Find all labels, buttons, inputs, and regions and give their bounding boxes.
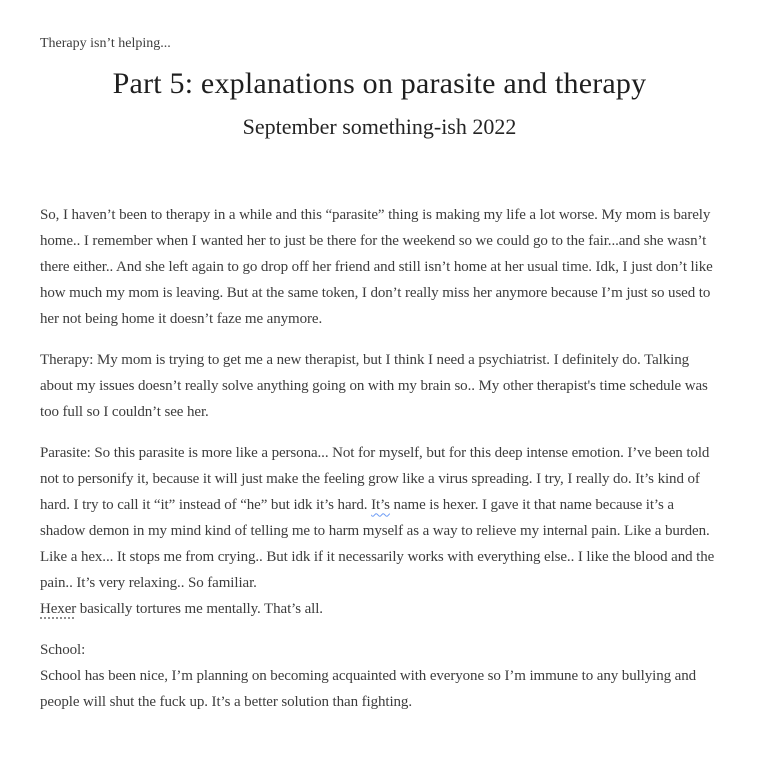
paragraph-parasite <box>40 440 719 622</box>
paragraph-therapy: Therapy: My mom is trying to get me a new therapist, but I think I need a psychiatrist. I definitely do. Talking about my issues doesn’t really solve anything going on with my brain so.. My other therapist's time schedule was too full so I couldn’t see her. <box>40 352 708 421</box>
parasite-text-before: Parasite: So this parasite is more like a persona... Not for myself, but for this deep intense emotion. I’ve been told not to personify it, because it will just make the feeling grow like a virus spreading. I try, I really do. It’s kind of hard. I try to call it “it” instead of “he” but idk it’s hard. <box>40 445 710 514</box>
parasite-text-after: name is hexer. I gave it that name because it’s a shadow demon in my mind kind of telling me to harm myself as a way to relieve my internal pain. Like a burden. Like a hex... It stops me from crying.. But idk if it necessarily works with everything else.. I like the blood and the pain.. It’s very relaxing.. So familiar. <box>40 497 715 592</box>
paragraph-intro: So, I haven’t been to therapy in a while and this “parasite” thing is making my life a lot worse. My mom is barely home.. I remember when I wanted her to just be there for the weekend so we could go to the fair...and she wasn’t there either.. And she left again to go drop off her friend and still isn’t home at her usual time. Idk, I just don’t like how much my mom is leaving. But at the same token, I don’t really miss her anymore because I’m just so used to her not being home it doesn’t faze me anymore. <box>40 207 713 328</box>
document-text-area[interactable] <box>40 202 719 715</box>
paragraph-school <box>40 637 719 715</box>
school-label: School: <box>40 642 86 659</box>
school-text: School has been nice, I’m planning on becoming acquainted with everyone so I’m immune to any bullying and people will shut the fuck up. It’s a better solution than fighting. <box>40 668 697 711</box>
page-subtitle: September something-ish 2022 <box>242 114 517 140</box>
hexer-line-rest: basically tortures me mentally. That’s all. <box>76 601 323 618</box>
top-note: Therapy isn’t helping... <box>40 36 171 51</box>
grammar-suggestion-word[interactable]: It’s <box>371 497 390 514</box>
page-title: Part 5: explanations on parasite and therapy <box>112 67 647 101</box>
spell-suggestion-word[interactable]: Hexer <box>40 601 77 618</box>
